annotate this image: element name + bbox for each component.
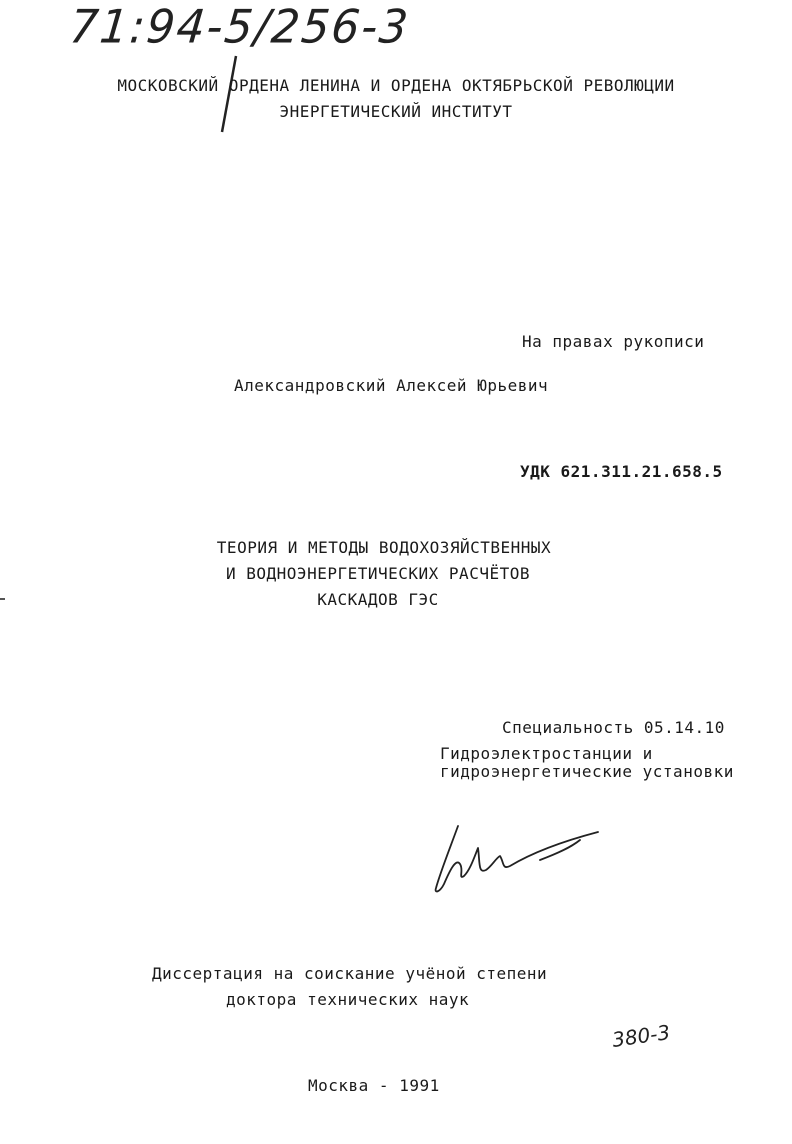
- udk-code: УДК 621.311.21.658.5: [520, 462, 723, 481]
- institute-name-line2: ЭНЕРГЕТИЧЕСКИЙ ИНСТИТУТ: [279, 102, 513, 121]
- title-line1: ТЕОРИЯ И МЕТОДЫ ВОДОХОЗЯЙСТВЕННЫХ: [216, 538, 552, 557]
- title-line3: КАСКАДОВ ГЭС: [317, 590, 439, 609]
- author-name: Александровский Алексей Юрьевич: [234, 376, 549, 395]
- institute-name-line1: МОСКОВСКИЙ ОРДЕНА ЛЕНИНА И ОРДЕНА ОКТЯБРЬСКОЙ РЕВОЛЮЦИИ: [117, 76, 675, 95]
- margin-mark: [0, 598, 5, 600]
- signature: [430, 818, 610, 898]
- city-year: Москва - 1991: [308, 1076, 440, 1095]
- specialty-name-line1: Гидроэлектростанции и: [440, 744, 653, 763]
- dissertation-purpose-line1: Диссертация на соискание учёной степени: [152, 964, 548, 983]
- specialty-name-line2: гидроэнергетические установки: [440, 762, 734, 781]
- archive-code: 71:94-5/256-3: [67, 0, 413, 55]
- dissertation-purpose-line2: доктора технических наук: [226, 990, 470, 1009]
- handwritten-number: 380-3: [610, 1020, 672, 1052]
- title-line2: И ВОДНОЭНЕРГЕТИЧЕСКИХ РАСЧЁТОВ: [226, 564, 530, 583]
- manuscript-note: На правах рукописи: [522, 332, 705, 351]
- specialty-code: Специальность 05.14.10: [502, 718, 725, 737]
